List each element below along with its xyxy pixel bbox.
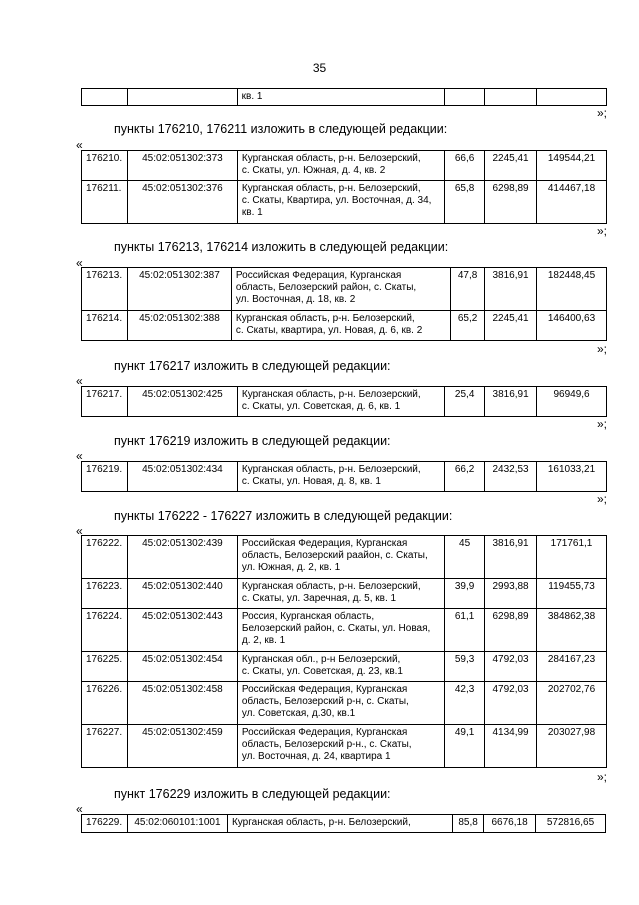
address-line: Белозерский район, с. Скаты, ул. Новая, — [241, 623, 431, 634]
table-row — [82, 181, 607, 224]
cell-value: 384862,38 — [537, 609, 607, 652]
property-table — [81, 150, 607, 224]
cell-cadastral: 45:02:051302:458 — [127, 682, 237, 725]
address-line: ул. Восточная, д. 18, кв. 2 — [235, 294, 356, 305]
address-line: Курганская область, р-н. Белозерский, — [241, 464, 421, 475]
table-row — [82, 682, 607, 725]
opening-quote: « — [76, 256, 83, 270]
cell-value: 284167,23 — [537, 652, 607, 682]
address-line: с. Скаты, квартира, ул. Новая, д. 6, кв. 2 — [235, 325, 423, 336]
section-intro: пункт 176217 изложить в следующей редакции: — [114, 359, 391, 373]
cell-cadastral: 45:02:051302:376 — [127, 181, 237, 224]
cell-address — [237, 682, 444, 725]
address-line: область, Белозерский район, с. Скаты, — [235, 282, 417, 293]
cell-address — [237, 725, 444, 768]
table-row — [82, 268, 607, 311]
opening-quote: « — [76, 524, 83, 538]
cell-num: 176222. — [82, 536, 128, 579]
address-line: Курганская область, р-н. Белозерский, — [241, 389, 421, 400]
cell-value — [537, 89, 607, 106]
cell-rate: 6298,89 — [485, 609, 537, 652]
address-line: Курганская обл., р-н Белозерский, — [241, 654, 401, 665]
closing-quote: »; — [597, 342, 608, 356]
cell-num: 176223. — [82, 579, 128, 609]
property-table — [81, 814, 606, 833]
closing-quote: »; — [597, 224, 608, 238]
closing-quote: »; — [597, 492, 608, 506]
cell-area: 61,1 — [445, 609, 485, 652]
cell-num: 176219. — [82, 462, 128, 492]
cell-num: 176217. — [82, 387, 128, 417]
cell-rate: 2245,41 — [485, 151, 537, 181]
cell-num: 176225. — [82, 652, 128, 682]
cell-rate: 4792,03 — [485, 682, 537, 725]
cell-cadastral: 45:02:051302:440 — [127, 579, 237, 609]
cell-area — [445, 89, 485, 106]
cell-value: 202702,76 — [537, 682, 607, 725]
cell-num: 176227. — [82, 725, 128, 768]
page-number: 35 — [312, 61, 327, 75]
cell-value: 149544,21 — [537, 151, 607, 181]
table-row — [82, 725, 607, 768]
cell-num: 176229. — [82, 815, 128, 833]
address-line: область, Белозерский р-н, с. Скаты, — [241, 696, 409, 707]
cell-area: 49,1 — [445, 725, 485, 768]
cell-area: 59,3 — [445, 652, 485, 682]
cell-rate — [485, 89, 537, 106]
table-row — [82, 462, 607, 492]
address-line: с. Скаты, ул. Заречная, д. 5, кв. 1 — [241, 593, 397, 604]
address-line: д. 2, кв. 1 — [241, 635, 286, 646]
cell-area: 66,2 — [445, 462, 485, 492]
property-table — [81, 535, 607, 768]
address-line: ул. Советская, д.30, кв.1 — [241, 708, 356, 719]
table-row — [82, 151, 607, 181]
cell-cadastral: 45:02:051302:454 — [127, 652, 237, 682]
closing-quote: »; — [597, 106, 608, 120]
cell-address — [237, 609, 444, 652]
cell-rate: 2993,88 — [485, 579, 537, 609]
address-line: кв. 1 — [241, 207, 263, 218]
table-row — [82, 387, 607, 417]
cell-address: кв. 1 — [237, 89, 445, 106]
cell-area: 45 — [445, 536, 485, 579]
top-table — [81, 88, 607, 106]
cell-address — [231, 268, 450, 311]
address-line: Курганская область, р-н. Белозерский, — [241, 183, 421, 194]
property-table — [81, 386, 607, 417]
address-line: Курганская область, р-н. Белозерский, — [241, 153, 421, 164]
cell-rate: 3816,91 — [485, 387, 537, 417]
property-table — [81, 461, 607, 492]
cell-cadastral: 45:02:060101:1001 — [127, 815, 227, 833]
address-line: Курганская область, р-н. Белозерский, — [235, 313, 415, 324]
opening-quote: « — [76, 802, 83, 816]
address-line: Российская Федерация, Курганская — [241, 538, 408, 549]
cell-area: 65,8 — [445, 181, 485, 224]
opening-quote: « — [76, 449, 83, 463]
closing-quote: »; — [597, 770, 608, 784]
cell-area: 66,6 — [445, 151, 485, 181]
cell-value: 182448,45 — [537, 268, 607, 311]
cell-rate: 3816,91 — [485, 536, 537, 579]
address-line: Российская Федерация, Курганская — [241, 684, 408, 695]
cell-address — [237, 536, 444, 579]
address-line: с. Скаты, ул. Южная, д. 4, кв. 2 — [241, 165, 386, 176]
address-line: Российская Федерация, Курганская — [241, 727, 408, 738]
cell-rate: 4792,03 — [485, 652, 537, 682]
cell-address — [237, 151, 444, 181]
section-intro: пункт 176219 изложить в следующей редакции: — [114, 434, 391, 448]
address-line: область, Белозерский р-н., с. Скаты, — [241, 739, 412, 750]
cell-area: 25,4 — [445, 387, 485, 417]
opening-quote: « — [76, 374, 83, 388]
closing-quote: »; — [597, 417, 608, 431]
address-line: с. Скаты, ул. Советская, д. 6, кв. 1 — [241, 401, 401, 412]
cell-cadastral: 45:02:051302:387 — [127, 268, 231, 311]
section-intro: пункты 176222 - 176227 изложить в следующей редакции: — [114, 509, 453, 523]
cell-address — [227, 815, 452, 833]
table-row — [82, 89, 607, 106]
cell-cadastral: 45:02:051302:425 — [127, 387, 237, 417]
cell-cadastral: 45:02:051302:434 — [127, 462, 237, 492]
address-line: Российская Федерация, Курганская — [235, 270, 402, 281]
address-line: с. Скаты, Квартира, ул. Восточная, д. 34, — [241, 195, 432, 206]
cell-value: 171761,1 — [537, 536, 607, 579]
table-row — [82, 652, 607, 682]
cell-cadastral: 45:02:051302:388 — [127, 311, 231, 341]
address-line: ул. Южная, д. 2, кв. 1 — [241, 562, 341, 573]
cell-num: 176213. — [82, 268, 128, 311]
opening-quote: « — [76, 138, 83, 152]
cell-rate: 4134,99 — [485, 725, 537, 768]
cell-cadastral — [127, 89, 237, 106]
cell-num — [82, 89, 128, 106]
property-table — [81, 267, 607, 341]
cell-num: 176226. — [82, 682, 128, 725]
address-line: с. Скаты, ул. Советская, д. 23, кв.1 — [241, 666, 403, 677]
cell-address — [237, 462, 444, 492]
table-row — [82, 815, 606, 833]
table-row — [82, 609, 607, 652]
cell-num: 176211. — [82, 181, 128, 224]
cell-num: 176224. — [82, 609, 128, 652]
cell-rate: 3816,91 — [485, 268, 537, 311]
cell-num: 176210. — [82, 151, 128, 181]
cell-address — [237, 387, 444, 417]
address-line: Курганская область, р-н. Белозерский, — [241, 581, 421, 592]
cell-rate: 6676,18 — [484, 815, 536, 833]
cell-address — [231, 311, 450, 341]
address-line: область, Белозерский раайон, с. Скаты, — [241, 550, 428, 561]
cell-value: 203027,98 — [537, 725, 607, 768]
cell-rate: 2245,41 — [485, 311, 537, 341]
cell-area: 42,3 — [445, 682, 485, 725]
section-intro: пункт 176229 изложить в следующей редакции: — [114, 787, 391, 801]
table-row — [82, 311, 607, 341]
cell-area: 39,9 — [445, 579, 485, 609]
address-line: Россия, Курганская область, — [241, 611, 375, 622]
cell-area: 85,8 — [453, 815, 484, 833]
cell-value: 146400,63 — [537, 311, 607, 341]
cell-rate: 6298,89 — [485, 181, 537, 224]
cell-address — [237, 652, 444, 682]
table-row — [82, 579, 607, 609]
address-line: ул. Восточная, д. 24, квартира 1 — [241, 751, 391, 762]
cell-value: 414467,18 — [537, 181, 607, 224]
section-intro: пункты 176213, 176214 изложить в следующей редакции: — [114, 240, 449, 254]
cell-value: 96949,6 — [537, 387, 607, 417]
cell-area: 65,2 — [451, 311, 485, 341]
cell-address — [237, 181, 444, 224]
cell-rate: 2432,53 — [485, 462, 537, 492]
address-line: с. Скаты, ул. Новая, д. 8, кв. 1 — [241, 476, 381, 487]
section-intro: пункты 176210, 176211 изложить в следующей редакции: — [114, 122, 448, 136]
cell-num: 176214. — [82, 311, 128, 341]
address-line: Курганская область, р-н. Белозерский, — [231, 817, 411, 828]
cell-cadastral: 45:02:051302:443 — [127, 609, 237, 652]
cell-cadastral: 45:02:051302:439 — [127, 536, 237, 579]
cell-value: 161033,21 — [537, 462, 607, 492]
cell-address — [237, 579, 444, 609]
cell-cadastral: 45:02:051302:459 — [127, 725, 237, 768]
cell-area: 47,8 — [451, 268, 485, 311]
cell-cadastral: 45:02:051302:373 — [127, 151, 237, 181]
cell-value: 572816,65 — [536, 815, 606, 833]
table-row — [82, 536, 607, 579]
cell-value: 119455,73 — [537, 579, 607, 609]
